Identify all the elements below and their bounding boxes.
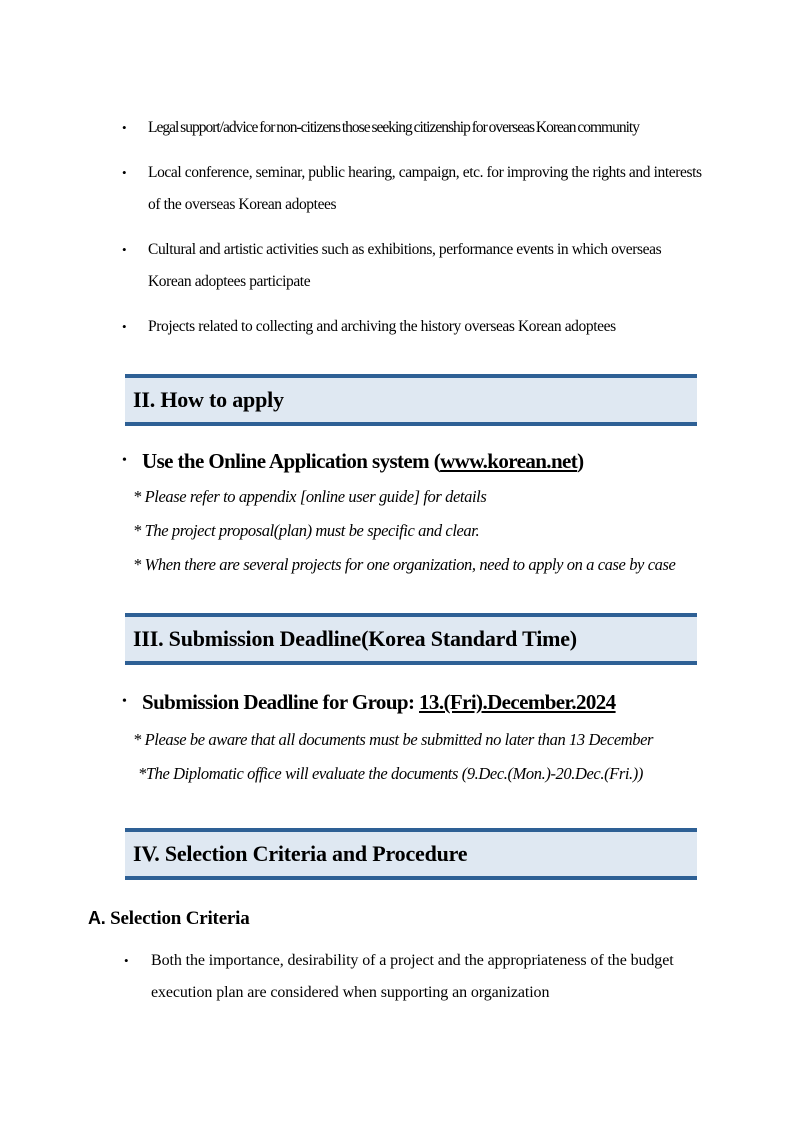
- list-item: [118, 112, 703, 144]
- online-application-bullet: [120, 446, 720, 476]
- how-to-apply-notes: [0, 480, 793, 582]
- bullet-icon: •: [122, 242, 127, 257]
- bullet-text: [142, 687, 616, 717]
- section-header-selection-criteria: [125, 828, 697, 880]
- bullet-text: Projects related to collecting and archiving the history overseas Korean adoptees: [148, 318, 616, 335]
- bullet-icon: •: [122, 453, 127, 468]
- bullet-text-pre: Submission Deadline for Group:: [142, 690, 420, 714]
- section-header-how-to-apply: [125, 374, 697, 426]
- note-line: * The project proposal(plan) must be specific and clear.: [133, 521, 480, 540]
- subsection-label: A.: [88, 908, 106, 928]
- note-line: * Please refer to appendix [online user guide] for details: [133, 487, 487, 506]
- note-line: * When there are several projects for one organization, need to apply on a case by case: [133, 555, 676, 574]
- submission-deadline-notes: [0, 723, 793, 791]
- note-line: * Please be aware that all documents must be submitted no later than 13 December: [133, 730, 654, 749]
- bullet-text: Legal support/advice for non-citizens those seeking citizenship for overseas Korean community: [148, 119, 639, 136]
- bullet-icon: •: [124, 953, 129, 968]
- selection-criteria-bullet: [120, 945, 710, 1009]
- subsection-title: Selection Criteria: [105, 908, 250, 929]
- list-item: [118, 311, 703, 343]
- bullet-icon: •: [122, 120, 127, 135]
- bullet-text: [142, 446, 584, 476]
- section-title: IV. Selection Criteria and Procedure: [133, 841, 468, 866]
- bullet-text-pre: Use the Online Application system (: [142, 449, 441, 473]
- bullet-icon: •: [122, 694, 127, 709]
- section-title: II. How to apply: [133, 387, 284, 412]
- bullet-text: Cultural and artistic activities such as exhibitions, performance events in which overseas Korean adoptees participate: [148, 241, 662, 290]
- bullet-icon: •: [122, 319, 127, 334]
- list-item: [118, 157, 703, 221]
- section-title: III. Submission Deadline(Korea Standard Time): [133, 626, 577, 651]
- deadline-date: 13.(Fri).December.2024: [419, 690, 616, 714]
- list-item: [118, 234, 703, 298]
- bullet-text: Both the importance, desirability of a project and the appropriateness of the budget execution plan are considered when supporting an organization: [151, 952, 674, 1001]
- korean-net-link[interactable]: www.korean.net: [440, 449, 578, 473]
- section-header-submission-deadline: [125, 613, 697, 665]
- bullet-text-post: ): [577, 449, 584, 473]
- subsection-heading-selection-criteria: [88, 906, 793, 931]
- submission-deadline-bullet: [120, 687, 720, 717]
- bullet-text: Local conference, seminar, public hearing, campaign, etc. for improving the rights and interests of the overseas Korean adoptees: [148, 164, 702, 213]
- bullet-icon: •: [122, 165, 127, 180]
- project-types-bullet-list: [0, 112, 793, 343]
- note-line: *The Diplomatic office will evaluate the documents (9.Dec.(Mon.)-20.Dec.(Fri.)): [138, 764, 643, 783]
